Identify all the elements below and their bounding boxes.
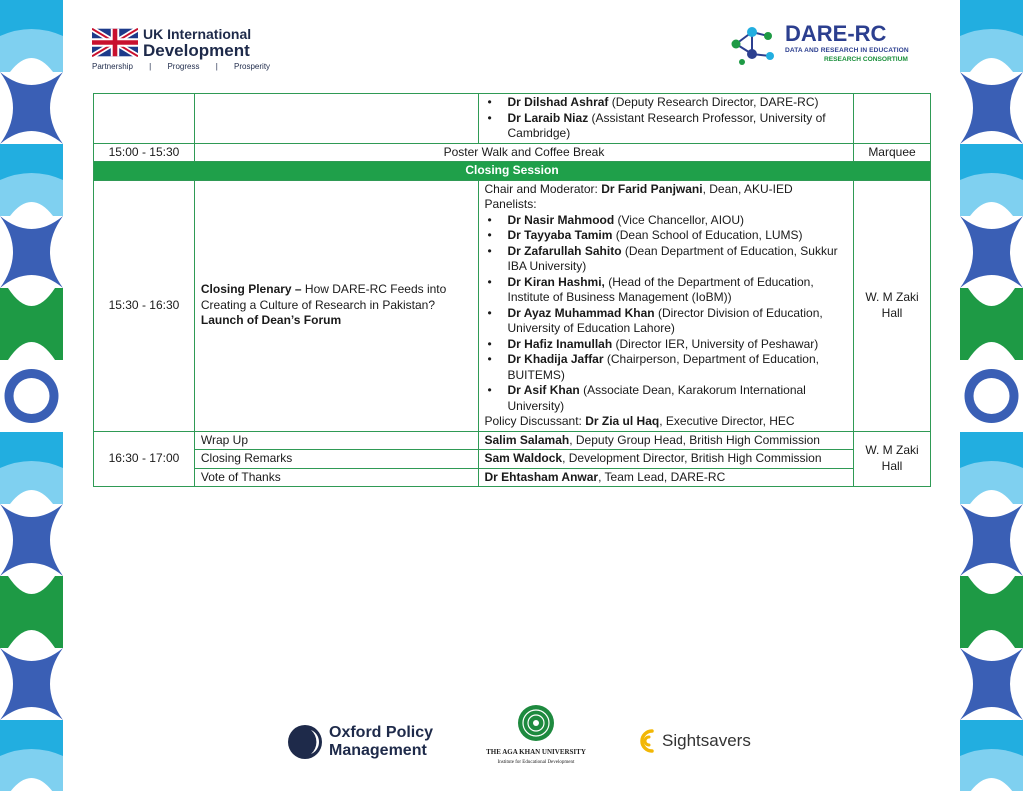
speaker-detail: , Deputy Group Head, British High Commission [569,432,820,447]
chair-label: Chair and Moderator: [484,181,602,196]
panelist-detail: (Vice Chancellor, AIOU) [614,212,745,227]
panelists-label: Panelists: [484,197,537,211]
dare-network-icon [728,22,776,66]
closing-time: 16:30 - 17:00 [94,431,195,487]
closing-item-row [94,468,931,487]
session-heading-row [94,162,931,181]
right-decorative-border [960,0,1023,791]
break-time: 15:00 - 15:30 [94,143,195,162]
tagline-word: Progress [167,62,200,71]
speaker-detail: , Team Lead, DARE-RC [598,469,726,484]
aku-name: THE AGA KHAN UNIVERSITY [486,748,586,756]
tagline-separator: | [149,62,152,71]
aku-seal-icon [517,704,555,742]
closing-session-heading: Closing Session [94,162,931,181]
sightsavers-logo [636,726,756,756]
plenary-people-cell [478,180,854,431]
list-item [485,275,848,306]
break-title: Poster Walk and Coffee Break [194,143,853,162]
aku-institute: Institute for Educational Development [497,760,575,765]
list-item [485,383,848,414]
closing-item-speaker [478,450,854,469]
aga-khan-university-logo [480,704,592,774]
dare-rc-logo [728,22,928,66]
panelist-name: Dr Dilshad Ashraf [507,95,609,109]
discussant-detail: , Executive Director, HEC [659,414,795,428]
plenary-time: 15:30 - 16:30 [94,180,195,431]
break-venue: Marquee [854,143,931,162]
speaker-detail: , Development Director, British High Commission [562,451,822,465]
discussant-label: Policy Discussant: [484,414,586,428]
closing-item-title: Closing Remarks [194,450,478,469]
carryover-panel-row [94,94,931,144]
closing-item-row [94,450,931,469]
panelist-name: Dr Hafiz Inamullah [507,336,613,351]
right-border-pattern [960,0,1023,791]
tagline-word: Partnership [92,62,133,71]
tagline-separator: | [215,62,218,71]
panelist-detail: (Deputy Research Director, DARE-RC) [608,95,819,109]
agenda-table [93,93,931,487]
panelist-detail: (Assistant Research Professor, University of Cambridge) [507,110,826,140]
uk-international-development-logo [92,26,271,75]
closing-item-speaker [478,431,854,450]
panelist-name: Dr Zafarullah Sahito [507,243,622,258]
uk-title [143,27,313,60]
carryover-panelist-list [485,95,848,142]
panelist-detail: (Director IER, University of Peshawar) [612,336,819,351]
panelist-detail: (Dean School of Education, LUMS) [612,228,803,242]
policy-discussant-line [485,414,848,430]
discussant-name: Dr Zia ul Haq [585,414,660,428]
union-flag-icon [92,28,138,57]
panelist-name: Dr Tayyaba Tamim [507,228,613,242]
empty-venue-cell [854,94,931,144]
list-item [485,111,848,142]
panelist-name: Dr Nasir Mahmood [507,212,615,227]
dare-subtitle-consortium: RESEARCH CONSORTIUM [824,56,908,63]
carryover-panelists-cell [478,94,854,144]
plenary-title-rest: How DARE-RC Feeds into Creating a Culture of Research in Pakistan? [200,282,447,312]
plenary-title-bold: Closing Plenary – [200,282,302,297]
uk-title-line1: UK International [143,26,252,42]
closing-item-title: Vote of Thanks [194,468,478,487]
uk-title-line2: Development [143,41,250,60]
list-item [485,337,848,353]
panelist-name: Dr Ayaz Muhammad Khan [507,305,655,320]
closing-item-row [94,431,931,450]
closing-plenary-row [94,180,931,431]
break-row [94,143,931,162]
closing-item-speaker [478,468,854,487]
list-item [485,213,848,229]
list-item [485,306,848,337]
closing-item-title: Wrap Up [194,431,478,450]
list-item [485,228,848,244]
dare-title: DARE-RC [785,21,887,46]
plenary-title-cell [194,180,478,431]
sightsavers-wordmark: Sightsavers [662,731,751,750]
panelist-detail: (Associate Dean, Karakorum International University) [507,383,806,413]
opm-wordmark [329,724,433,760]
left-border-pattern [0,0,63,791]
opm-line2: Management [329,742,427,759]
panelist-name: Dr Laraib Niaz [507,110,589,125]
speaker-name: Salim Salamah [484,432,570,447]
speaker-name: Sam Waldock [484,451,563,465]
panelist-detail: (Chairperson, Department of Education, BUITEMS) [507,352,819,382]
opm-circle-icon [287,724,323,760]
panelist-name: Dr Kiran Hashmi, [507,274,605,289]
left-decorative-border [0,0,63,791]
oxford-policy-management-logo [287,723,447,765]
list-item [485,95,848,111]
sightsavers-icon [636,727,658,755]
plenary-panelist-list [485,213,848,415]
panelist-detail: (Dean Department of Education, Sukkur IBA University) [507,243,838,273]
plenary-venue: W. M Zaki Hall [854,180,931,431]
closing-venue: W. M Zaki Hall [854,431,931,487]
panelist-name: Dr Asif Khan [507,383,580,397]
panelist-detail: (Head of the Department of Education, Institute of Business Management (IoBM)) [507,274,814,304]
tagline-word: Prosperity [234,62,271,71]
speaker-name: Dr Ehtasham Anwar [484,469,599,484]
opm-line1: Oxford Policy [329,724,434,741]
empty-title-cell [194,94,478,144]
chair-line [485,182,848,198]
list-item [485,244,848,275]
uk-tagline [92,62,284,71]
plenary-launch-title: Launch of Dean’s Forum [200,313,342,328]
dare-subtitle: DATA AND RESEARCH IN EDUCATION [785,47,909,54]
panelist-name: Dr Khadija Jaffar [507,352,604,366]
empty-time-cell [94,94,195,144]
chair-detail: , Dean, AKU-IED [702,181,793,196]
list-item [485,352,848,383]
panelist-detail: (Director Division of Education, University of Education Lahore) [507,305,823,335]
chair-name: Dr Farid Panjwani [601,181,703,196]
